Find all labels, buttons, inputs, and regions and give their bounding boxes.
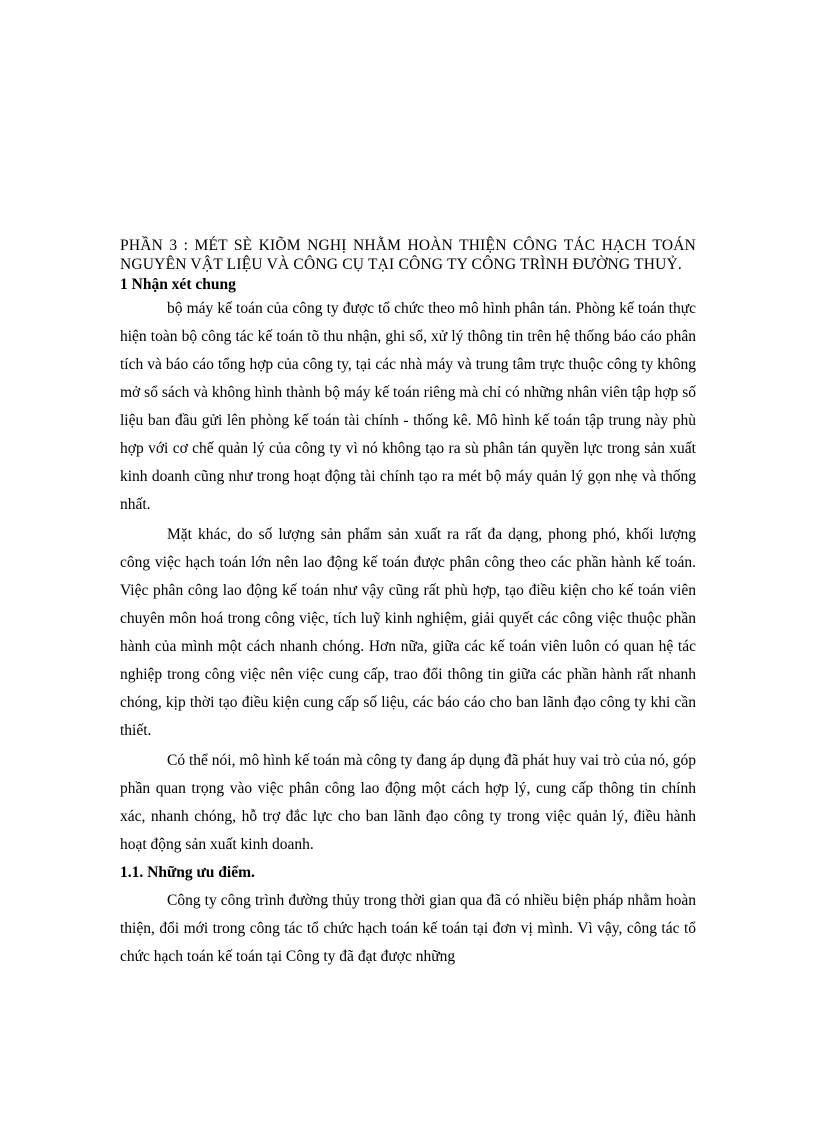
paragraph-division-of-labor: Mặt khác, do số lượng sản phẩm sản xuất ra rất đa dạng, phong phó, khối lượng công việc hạch toán lớn nên lao động kế toán được phân công theo các phần hành kế toán. Việc phân công lao động kế toán như vậy cũng rất phù hợp, tạo điều kiện cho kế toán viên chuyên môn hoá trong công việc, tích luỹ kinh nghiệm, giải quyết các công việc thuộc phần hành của mình một cách nhanh chóng. Hơn nữa, giữa các kế toán viên luôn có quan hệ tác nghiệp trong công việc nên việc cung cấp, trao đổi thông tin giữa các phần hành rất nhanh chóng, kịp thời tạo điều kiện cung cấp số liệu, các báo cáo cho ban lãnh đạo công ty khi cần thiết.: [120, 526, 696, 739]
paragraph-model-assessment: Có thể nói, mô hình kế toán mà công ty đang áp dụng đã phát huy vai trò của nó, góp phần quan trọng vào việc phân công lao động một cách hợp lý, cung cấp thông tin chính xác, nhanh chóng, hỗ trợ đắc lực cho ban lãnh đạo công ty trong việc quản lý, điều hành hoạt động sản xuất kinh doanh.: [120, 752, 696, 853]
section-heading-advantages: 1.1. Những ưu điểm.: [120, 864, 255, 881]
paragraph-advantages: Công ty công trình đường thủy trong thời gian qua đã có nhiều biện pháp nhằm hoàn thiện, đổi mới trong công tác tổ chức hạch toán kế toán tại đơn vị mình. Vì vậy, công tác tổ chức hạch toán kế toán tại Công ty đã đạt được những: [120, 892, 696, 965]
paragraph-accounting-structure: bộ máy kế toán của công ty được tổ chức theo mô hình phân tán. Phòng kế toán thực hiện toàn bộ công tác kế toán tõ thu nhận, ghi sổ, xử lý thông tin trên hệ thống báo cáo phân tích và báo cáo tổng hợp của công ty, tại các nhà máy và trung tâm trực thuộc công ty không mở sổ sách và không hình thành bộ máy kế toán riêng mà chỉ có những nhân viên tập hợp số liệu ban đầu gửi lên phòng kế toán tài chính - thống kê. Mô hình kế toán tập trung này phù hợp với cơ chế quản lý của công ty vì nó không tạo ra sù phân tán quyền lực trong sản xuất kinh doanh cũng như trong hoạt động tài chính tạo ra mét bộ máy quản lý gọn nhẹ và thống nhất.: [120, 300, 696, 513]
part-title: PHẦN 3 : MÉT SÈ KIÕM NGHỊ NHẰM HOÀN THIỆN CÔNG TÁC HẠCH TOÁN NGUYÊN VẬT LIỆU VÀ CÔNG CỤ TẠI CÔNG TY CÔNG TRÌNH ĐƯỜNG THUỶ.: [120, 237, 696, 273]
document-page: [120, 236, 696, 971]
section-heading-general: 1 Nhận xét chung: [120, 276, 236, 293]
